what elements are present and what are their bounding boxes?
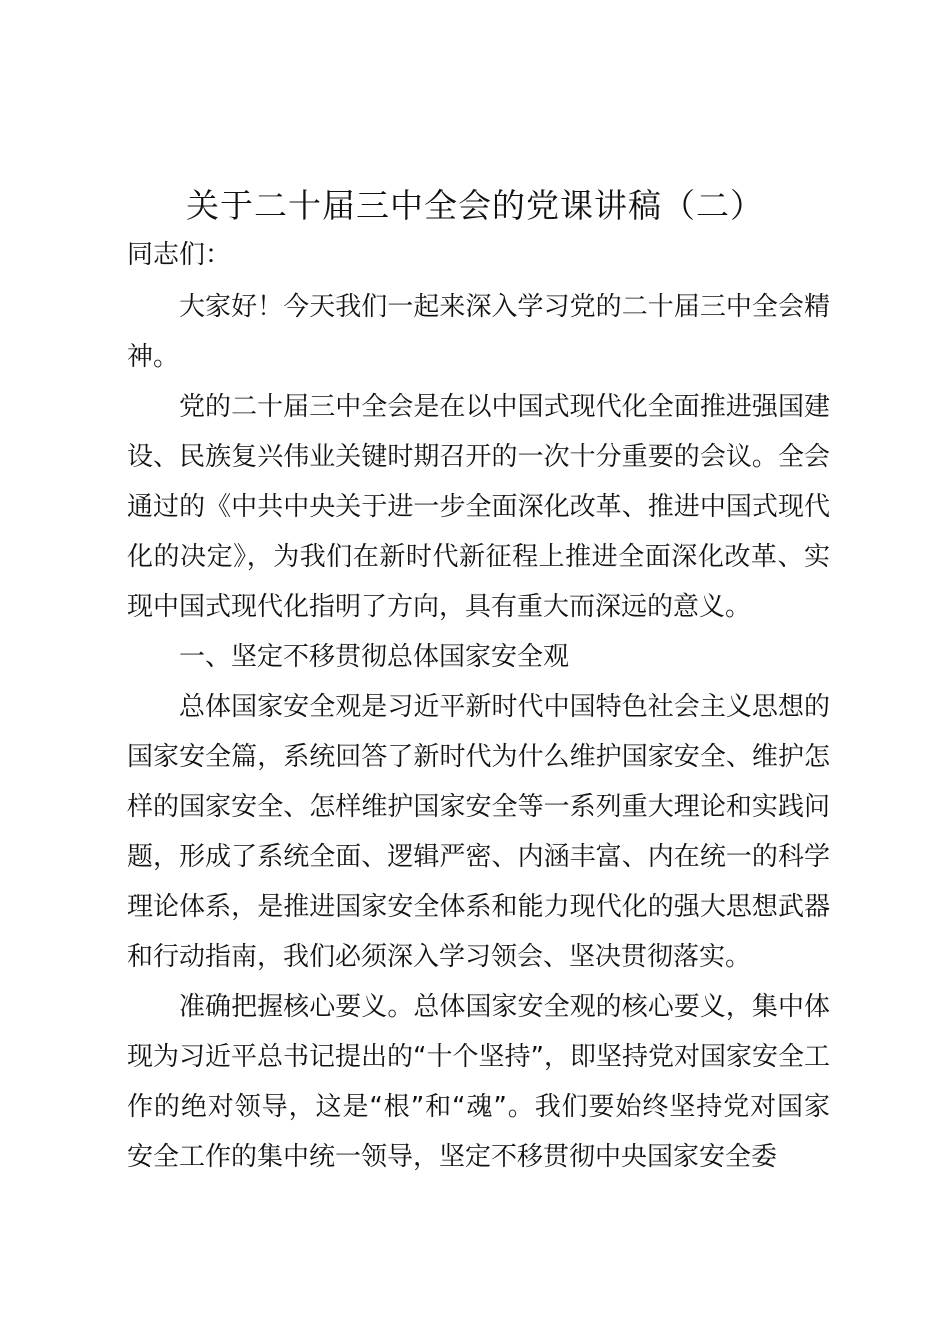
document-body — [127, 282, 830, 1182]
paragraph-greeting: 大家好！今天我们一起来深入学习党的二十届三中全会精神。 — [127, 292, 830, 372]
paragraph-core-meaning: 准确把握核心要义。总体国家安全观的核心要义，集中体现为习近平总书记提出的“十个坚持”，即坚持党对国家安全工作的绝对领导，这是“根”和“魂”。我们要始终坚持党对国家安全工作的集中统一领导，坚定不移贯彻中央国家安全委 — [127, 992, 830, 1172]
salutation: 同志们： — [127, 240, 232, 270]
paragraph-section-overview: 总体国家安全观是习近平新时代中国特色社会主义思想的国家安全篇，系统回答了新时代为什么维护国家安全、维护怎样的国家安全、怎样维护国家安全等一系列重大理论和实践问题，形成了系统全面、逻辑严密、内涵丰富、内在统一的科学理论体系，是推进国家安全体系和能力现代化的强大思想武器和行动指南，我们必须深入学习领会、坚决贯彻落实。 — [127, 692, 830, 972]
section-heading: 一、坚定不移贯彻总体国家安全观 — [179, 642, 570, 672]
paragraph-introduction: 党的二十届三中全会是在以中国式现代化全面推进强国建设、民族复兴伟业关键时期召开的一次十分重要的会议。全会通过的《中共中央关于进一步全面深化改革、推进中国式现代化的决定》，为我们在新时代新征程上推进全面深化改革、实现中国式现代化指明了方向，具有重大而深远的意义。 — [127, 392, 830, 622]
document-title: 关于二十届三中全会的党课讲稿（二） — [186, 186, 764, 225]
